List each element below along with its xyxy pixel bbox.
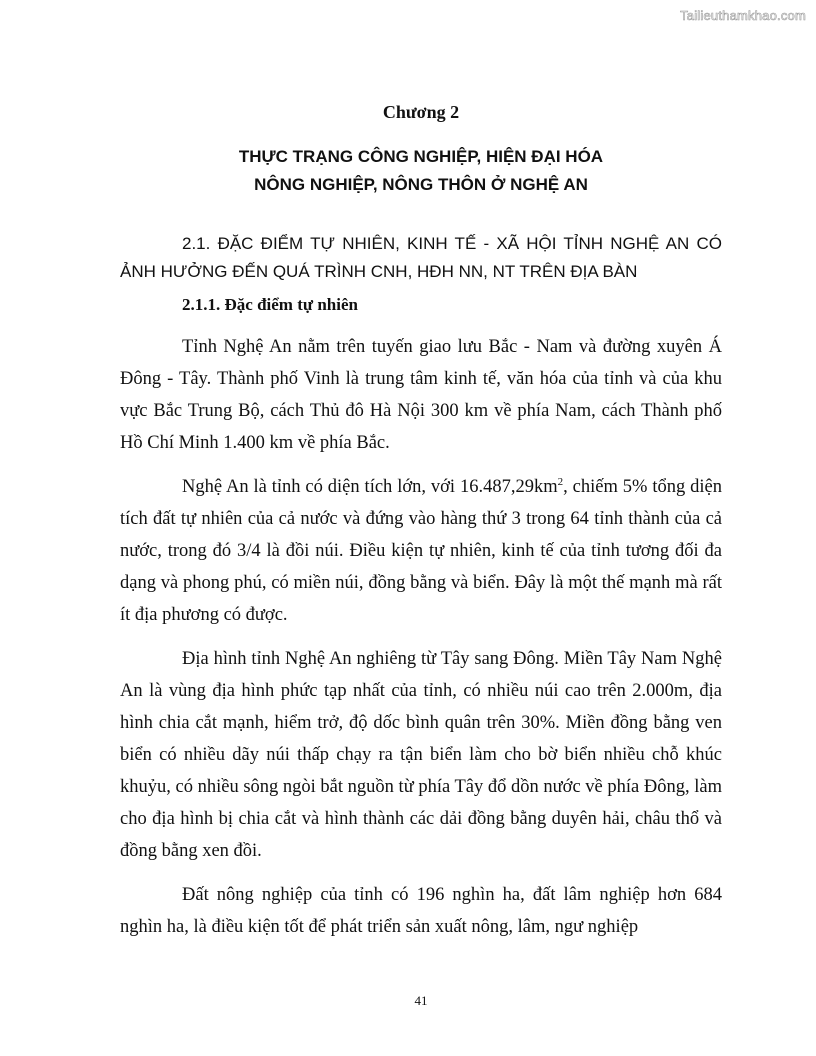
paragraph-2-start: Nghệ An là tỉnh có diện tích lớn, với 16.487,29km: [182, 477, 558, 497]
chapter-title-line-1: THỰC TRẠNG CÔNG NGHIỆP, HIỆN ĐẠI HÓA: [238, 147, 604, 166]
paragraph-4: Đất nông nghiệp của tỉnh có 196 nghìn ha, đất lâm nghiệp hơn 684 nghìn ha, là điều kiện tốt để phát triển sản xuất nông, lâm, ngư nghiệp: [120, 885, 722, 937]
paragraph-2: [120, 471, 722, 631]
page-number: 41: [414, 993, 428, 1008]
watermark: Tailieuthamkhao.com: [680, 8, 806, 23]
paragraph-3: Địa hình tỉnh Nghệ An nghiêng từ Tây sang Đông. Miền Tây Nam Nghệ An là vùng địa hình phức tạp nhất của tỉnh, có nhiều núi cao trên 2.000m, địa hình chia cắt mạnh, hiểm trở, độ dốc bình quân trên 30%. Miền đồng bằng ven biển có nhiều dãy núi thấp chạy ra tận biển làm cho bờ biển nhiều chỗ khúc khuỷu, có nhiều sông ngòi bắt nguồn từ phía Tây đổ dồn nước về phía Đông, làm cho địa hình bị chia cắt và hình thành các dải đồng bằng duyên hải, châu thổ và đồng bằng xen đồi.: [120, 649, 722, 861]
chapter-title-line-2: NÔNG NGHIỆP, NÔNG THÔN Ở NGHỆ AN: [254, 175, 588, 194]
chapter-title: [120, 143, 722, 199]
paragraph-1: Tỉnh Nghệ An nằm trên tuyến giao lưu Bắc - Nam và đường xuyên Á Đông - Tây. Thành phố Vinh là trung tâm kinh tế, văn hóa của tỉnh và của khu vực Bắc Trung Bộ, cách Thủ đô Hà Nội 300 km về phía Nam, cách Thành phố Hồ Chí Minh 1.400 km về phía Bắc.: [120, 337, 722, 453]
document-page: [120, 0, 722, 1056]
paragraph-2-end: , chiếm 5% tổng diện tích đất tự nhiên của cả nước và đứng vào hàng thứ 3 trong 64 tỉnh thành của cả nước, trong đó 3/4 là đồi núi. Điều kiện tự nhiên, kinh tế của tỉnh tương đối đa dạng và phong phú, có miền núi, đồng bằng và biển. Đây là một thế mạnh mà rất ít địa phương có được.: [120, 477, 722, 625]
body-text: [120, 331, 722, 955]
chapter-heading: Chương 2: [382, 102, 460, 122]
subsection-heading: 2.1.1. Đặc điểm tự nhiên: [182, 295, 358, 314]
section-heading: 2.1. ĐẶC ĐIỂM TỰ NHIÊN, KINH TẾ - XÃ HỘI TỈNH NGHỆ AN CÓ ẢNH HƯỞNG ĐẾN QUÁ TRÌNH CNH, HĐH NN, NT TRÊN ĐỊA BÀN: [120, 234, 722, 281]
superscript-2: 2: [557, 475, 564, 488]
